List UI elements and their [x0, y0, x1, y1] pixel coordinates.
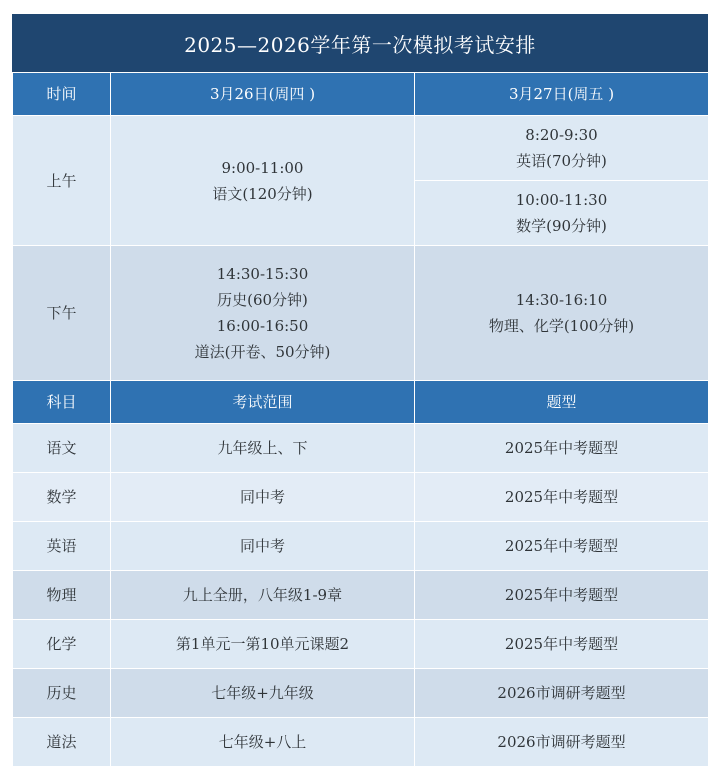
row-subject: 物理 [13, 571, 111, 620]
row-subject: 历史 [13, 669, 111, 718]
morning-day2-slot-1 [415, 116, 709, 181]
row-type: 2026市调研考题型 [415, 669, 709, 718]
morning-day1-time: 9:00-11:00 [221, 158, 304, 177]
morning-day2-slot-2 [415, 181, 709, 246]
table-row [13, 620, 709, 669]
row-range: 九年级上、下 [111, 424, 415, 473]
row-type: 2026市调研考题型 [415, 718, 709, 767]
afternoon-day1-slot-1-subject: 历史(60分钟) [217, 291, 308, 309]
row-subject: 化学 [13, 620, 111, 669]
period-afternoon: 下午 [13, 246, 111, 381]
afternoon-day2-subject: 物理、化学(100分钟) [488, 317, 635, 335]
row-subject: 英语 [13, 522, 111, 571]
row-subject: 数学 [13, 473, 111, 522]
table-row [13, 473, 709, 522]
morning-day1-subject: 语文(120分钟) [212, 184, 313, 203]
row-subject: 语文 [13, 424, 111, 473]
table-row [13, 571, 709, 620]
table-row [13, 669, 709, 718]
row-type: 2025年中考题型 [415, 473, 709, 522]
table-row [13, 424, 709, 473]
header-day2: 3月27日(周五 ) [415, 73, 709, 116]
row-range: 九上全册，八年级1-9章 [111, 571, 415, 620]
afternoon-day2-cell [415, 246, 709, 381]
table-row [13, 718, 709, 767]
row-range: 同中考 [111, 473, 415, 522]
morning-day2-slot-2-subject: 数学(90分钟) [516, 217, 607, 235]
afternoon-day1-cell [111, 246, 415, 381]
schedule-header-row [13, 73, 709, 116]
afternoon-day1-slot-2-time: 16:00-16:50 [216, 317, 309, 335]
table-row [13, 522, 709, 571]
row-type: 2025年中考题型 [415, 424, 709, 473]
exam-schedule-sheet [12, 14, 708, 776]
morning-row-1 [13, 116, 709, 181]
row-range: 同中考 [111, 522, 415, 571]
row-range: 第1单元一第10单元课题2 [111, 620, 415, 669]
row-type: 2025年中考题型 [415, 571, 709, 620]
afternoon-day1-slot-2-subject: 道法(开卷、50分钟) [194, 343, 331, 361]
afternoon-day2-time: 14:30-16:10 [515, 291, 608, 309]
header-range: 考试范围 [111, 381, 415, 424]
period-morning: 上午 [13, 116, 111, 246]
afternoon-day1-slot-1-time: 14:30-15:30 [216, 265, 309, 283]
morning-day2-slot-2-time: 10:00-11:30 [515, 191, 608, 209]
page-title: 2025—2026学年第一次模拟考试安排 [12, 14, 708, 72]
header-day1: 3月26日(周四 ) [111, 73, 415, 116]
row-range: 七年级+九年级 [111, 669, 415, 718]
row-range: 七年级+八上 [111, 718, 415, 767]
morning-day2-slot-1-subject: 英语(70分钟) [516, 152, 607, 170]
afternoon-row [13, 246, 709, 381]
row-subject: 道法 [13, 718, 111, 767]
row-type: 2025年中考题型 [415, 620, 709, 669]
row-type: 2025年中考题型 [415, 522, 709, 571]
morning-day2-slot-1-time: 8:20-9:30 [525, 126, 598, 144]
header-subject: 科目 [13, 381, 111, 424]
schedule-table [12, 72, 709, 767]
header-time: 时间 [13, 73, 111, 116]
morning-day1-cell [111, 116, 415, 246]
scope-header-row [13, 381, 709, 424]
header-question-type: 题型 [415, 381, 709, 424]
